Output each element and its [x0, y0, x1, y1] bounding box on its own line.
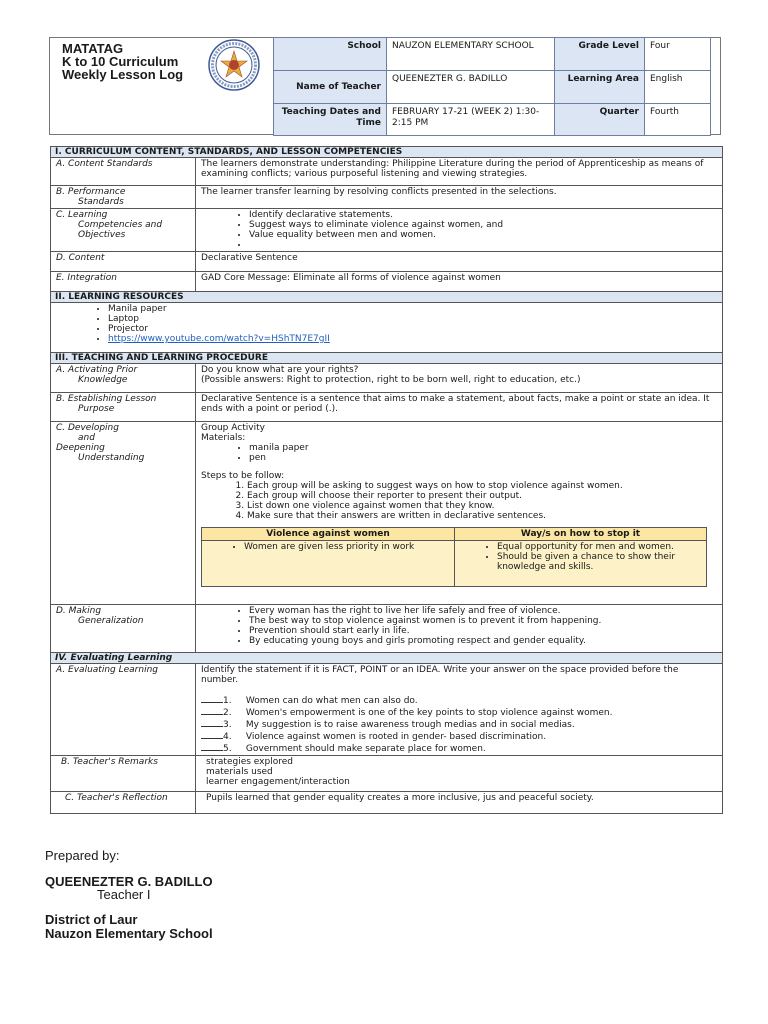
content-label: D. Content — [51, 252, 196, 272]
reflection-label: C. Teacher's Reflection — [51, 792, 196, 814]
learning-area-label: Learning Area — [555, 71, 645, 104]
school-name: Nauzon Elementary School — [45, 926, 213, 941]
generalization-item: • The best way to stop violence against women is to prevent it from happening. — [249, 616, 717, 626]
remark-item: materials used — [206, 767, 273, 777]
section-curriculum: I. CURRICULUM CONTENT, STANDARDS, AND LESSON COMPETENCIES — [51, 147, 723, 158]
section-resources: II. LEARNING RESOURCES — [51, 292, 723, 303]
integration: GAD Core Message: Eliminate all forms of violence against women — [196, 272, 723, 292]
title-weekly-lesson-log: Weekly Lesson Log — [62, 67, 184, 82]
teachers-remarks — [196, 756, 723, 792]
lesson-purpose: Declarative Sentence is a sentence that aims to make a statement, about facts, make a point or state an idea. It ends with a point or period (.). — [196, 393, 723, 422]
answer-blank[interactable] — [201, 730, 223, 739]
resource-item: • Projector — [108, 324, 717, 334]
activity-way-item: • Equal opportunity for men and women. — [497, 542, 702, 552]
section-procedure: III. TEACHING AND LEARNING PROCEDURE — [51, 353, 723, 364]
evaluation-item: 2. Women's empowerment is one of the key points to stop violence against women. — [201, 706, 717, 718]
teacher-label: Name of Teacher — [274, 71, 387, 104]
deped-seal-icon — [208, 39, 260, 91]
answer-blank[interactable] — [201, 706, 223, 715]
content-standards: The learners demonstrate understanding: Philippine Literature during the period of Apprenticeship as means of examining conflicts; various purposeful listening and viewing strategies. — [196, 158, 723, 186]
title-curriculum: K to 10 Curriculum — [62, 54, 179, 69]
activity-col-ways — [455, 541, 707, 587]
lesson-table — [50, 146, 723, 814]
answer-blank[interactable] — [201, 694, 223, 703]
activity-col-violence-header: Violence against women — [202, 528, 455, 541]
evaluation-item: 4. Violence against women is rooted in gender- based discrimination. — [201, 730, 717, 742]
activity-table — [201, 527, 707, 587]
activating-label: A. Activating Prior Knowledge — [51, 364, 196, 393]
steps-label: Steps to be follow: — [201, 471, 285, 481]
title-matatag: MATATAG — [62, 41, 124, 56]
content-standards-label: A. Content Standards — [51, 158, 196, 186]
competency-item: • Suggest ways to eliminate violence against women, and — [249, 220, 717, 230]
generalization-item: • Every woman has the right to live her life safely and free of violence. — [249, 606, 717, 616]
competency-item: • Identify declarative statements. — [249, 210, 717, 220]
resource-item: • Manila paper — [108, 304, 717, 314]
grade-level-value: Four — [645, 38, 711, 71]
preparer-position: Teacher I — [97, 887, 151, 902]
generalization-item: • Prevention should start early in life. — [249, 626, 717, 636]
developing-label: C. Developing and Deepening Understanding — [51, 422, 196, 605]
developing-understanding — [196, 422, 723, 605]
generalization-item: • By educating young boys and girls promoting respect and gender equality. — [249, 636, 717, 646]
material-item: • manila paper — [249, 443, 717, 453]
performance-standards-label: B. Performance Standards — [51, 186, 196, 209]
resource-link-item — [108, 334, 717, 344]
competencies — [196, 209, 723, 252]
competency-item — [249, 240, 717, 250]
competency-item: • Value equality between men and women. — [249, 230, 717, 240]
evaluation-item: 1. Women can do what men can also do. — [201, 694, 717, 706]
activity-col-violence — [202, 541, 455, 587]
school-label: School — [274, 38, 387, 71]
activity-violence-item: • Women are given less priority in work — [244, 542, 450, 552]
generalization — [196, 605, 723, 653]
group-activity-title: Group Activity — [201, 423, 265, 433]
material-item: • pen — [249, 453, 717, 463]
activating-prior-knowledge: Do you know what are your rights? (Possible answers: Right to protection, right to be born well, right to education, etc.) — [196, 364, 723, 393]
remarks-label: B. Teacher's Remarks — [51, 756, 196, 792]
evaluation-item: 5. Government should make separate place for women. — [201, 742, 717, 754]
content: Declarative Sentence — [196, 252, 723, 272]
remark-item: learner engagement/interaction — [206, 777, 350, 787]
quarter-value: Fourth — [645, 104, 711, 136]
teaching-dates-label: Teaching Dates and Time — [274, 104, 387, 136]
generalization-label: D. Making Generalization — [51, 605, 196, 653]
evaluation-instruction: Identify the statement if it is FACT, POINT or an IDEA. Write your answer on the space provided before the number. — [201, 665, 679, 685]
teachers-reflection: Pupils learned that gender equality creates a more inclusive, jus and peaceful society. — [196, 792, 723, 814]
preparer-name: QUEENEZTER G. BADILLO — [45, 874, 213, 889]
step-item: 3. List down one violence against women that they know. — [247, 501, 717, 511]
competencies-label: C. Learning Competencies and Objectives — [51, 209, 196, 252]
evaluating-learning — [196, 664, 723, 756]
step-item: 4. Make sure that their answers are written in declarative sentences. — [247, 511, 717, 521]
performance-standards: The learner transfer learning by resolving conflicts presented in the selections. — [196, 186, 723, 209]
answer-blank[interactable] — [201, 742, 223, 751]
integration-label: E. Integration — [51, 272, 196, 292]
resources-list — [51, 303, 723, 353]
remark-item: strategies explored — [206, 757, 293, 767]
evaluation-item: 3. My suggestion is to raise awareness trough medias and in social medias. — [201, 718, 717, 730]
materials-label: Materials: — [201, 433, 246, 443]
district-name: District of Laur — [45, 912, 138, 927]
section-evaluating: IV. Evaluating Learning — [51, 653, 723, 664]
teaching-dates-value: FEBRUARY 17-21 (WEEK 2) 1:30-2:15 PM — [387, 104, 555, 136]
info-table — [273, 37, 711, 136]
step-item: 1. Each group will be asking to suggest ways on how to stop violence against women. — [247, 481, 717, 491]
purpose-label: B. Establishing Lesson Purpose — [51, 393, 196, 422]
resource-item: • Laptop — [108, 314, 717, 324]
youtube-link[interactable]: https://www.youtube.com/watch?v=HShTN7E7gII — [108, 334, 330, 344]
activity-col-ways-header: Way/s on how to stop it — [455, 528, 707, 541]
step-item: 2. Each group will choose their reporter to present their output. — [247, 491, 717, 501]
prepared-by-label: Prepared by: — [45, 848, 120, 863]
answer-blank[interactable] — [201, 718, 223, 727]
grade-level-label: Grade Level — [555, 38, 645, 71]
teacher-value: QUEENEZTER G. BADILLO — [387, 71, 555, 104]
school-value: NAUZON ELEMENTARY SCHOOL — [387, 38, 555, 71]
quarter-label: Quarter — [555, 104, 645, 136]
learning-area-value: English — [645, 71, 711, 104]
activity-way-item: • Should be given a chance to show their knowledge and skills. — [497, 552, 702, 572]
evaluating-label: A. Evaluating Learning — [51, 664, 196, 756]
